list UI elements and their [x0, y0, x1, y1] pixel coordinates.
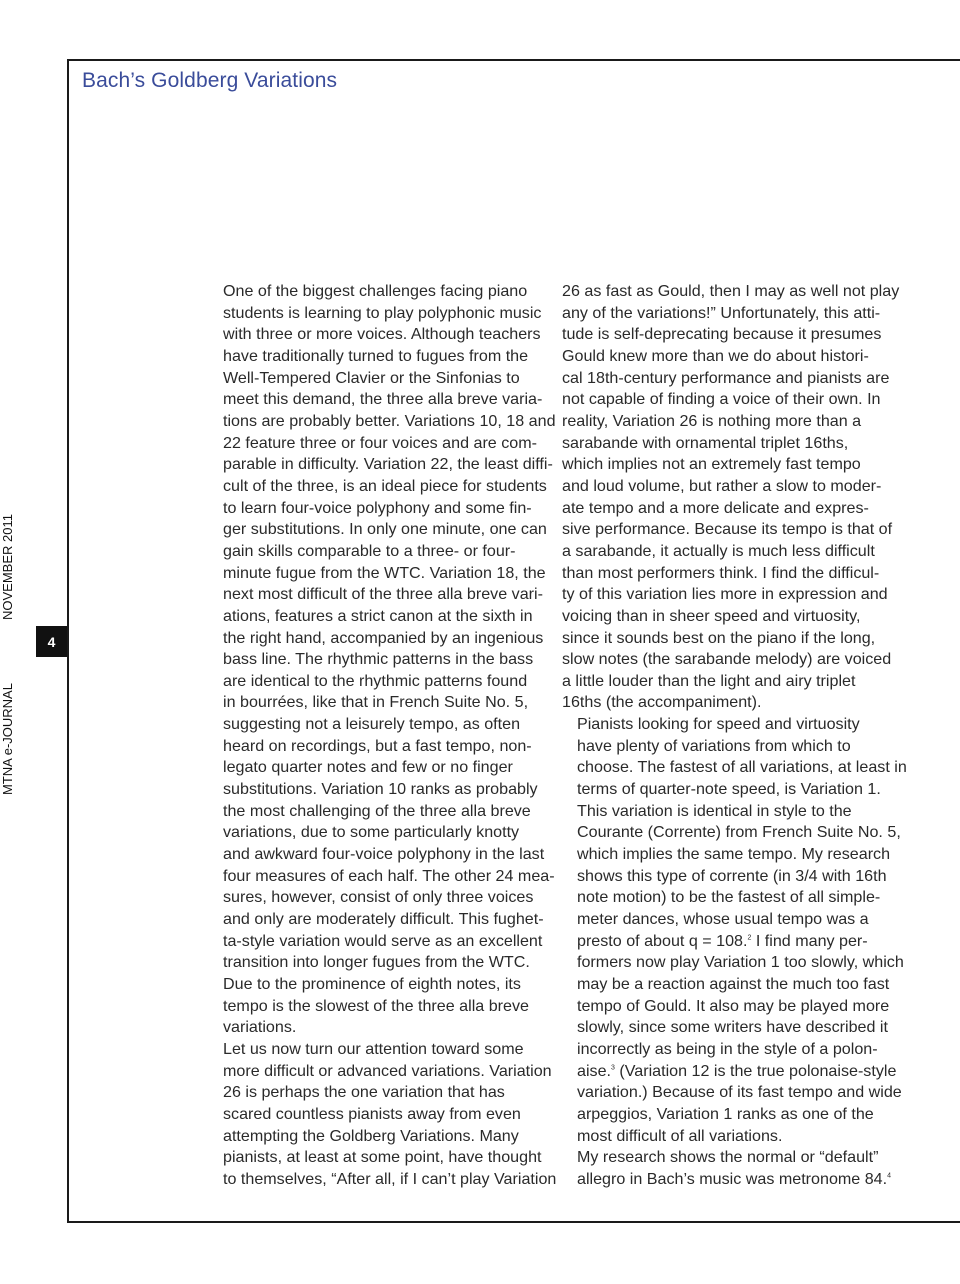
- left-column: [208, 281, 557, 1191]
- journal-name: MTNA e-JOURNAL: [0, 683, 15, 795]
- footnote-ref[interactable]: 2: [747, 934, 752, 942]
- text-line: ty of this variation lies more in expression and: [562, 585, 888, 604]
- text-line: most difficult of all variations.: [577, 1126, 783, 1145]
- footnote-ref[interactable]: 4: [887, 1172, 892, 1180]
- text-line: aise.$^3$ (Variation 12 is the true polonaise-style: [577, 1061, 897, 1080]
- paragraph-right-2: [562, 714, 907, 1147]
- text-line: have plenty of variations from which to: [577, 736, 851, 755]
- text-line: Let us now turn our attention toward some: [223, 1039, 524, 1058]
- text-line: sive performance. Because its tempo is that of: [562, 520, 893, 539]
- text-line: presto of about q = 108.$^2$ I find many per-: [577, 931, 868, 950]
- text-line: legato quarter notes and few or no finger: [223, 758, 513, 777]
- text-line: with three or more voices. Although teachers: [223, 325, 541, 344]
- paragraph-left-1: [208, 281, 556, 1039]
- text-line: heard on recordings, but a fast tempo, non-: [223, 736, 532, 755]
- text-line: reality, Variation 26 is nothing more than a: [562, 411, 862, 430]
- text-line: 26 as fast as Gould, then I may as well not play: [562, 282, 900, 300]
- text-line: formers now play Variation 1 too slowly, which: [577, 953, 904, 972]
- text-line: have traditionally turned to fugues from the: [223, 346, 529, 365]
- text-line: sures, however, consist of only three voices: [223, 888, 534, 907]
- text-line: next most difficult of the three alla breve vari-: [223, 585, 543, 604]
- issue-date: NOVEMBER 2011: [0, 514, 15, 620]
- text-line: arpeggios, Variation 1 ranks as one of the: [577, 1104, 874, 1123]
- text-line: variations, due to some particularly knotty: [223, 823, 520, 842]
- text-line: Well-Tempered Clavier or the Sinfonias to: [223, 368, 520, 387]
- text-line: ta-style variation would serve as an excellent: [223, 931, 543, 950]
- text-line: This variation is identical in style to the: [577, 801, 852, 820]
- text-line: pianists, at least at some point, have thought: [223, 1148, 542, 1167]
- text-line: students is learning to play polyphonic music: [223, 303, 542, 322]
- text-line: Courante (Corrente) from French Suite No. 5,: [577, 823, 901, 842]
- page-number: 4: [36, 626, 67, 657]
- text-line: which implies not an extremely fast tempo: [562, 455, 861, 474]
- text-line: terms of quarter-note speed, is Variation 1.: [577, 780, 881, 799]
- running-head-title: Bach’s Goldberg Variations: [82, 69, 338, 92]
- footnote-ref[interactable]: 3: [611, 1064, 615, 1072]
- paragraph-left-2: [208, 1039, 557, 1191]
- text-line: to learn four-voice polyphony and some fin-: [223, 498, 532, 517]
- text-line: My research shows the normal or “default”: [577, 1148, 879, 1167]
- text-line: sarabande with ornamental triplet 16ths,: [562, 433, 849, 452]
- text-line: slow notes (the sarabande melody) are voiced: [562, 650, 892, 669]
- text-line: four measures of each half. The other 24 mea-: [223, 866, 555, 885]
- text-line: slowly, since some writers have described it: [577, 1018, 888, 1037]
- text-line: not capable of finding a voice of their own. In: [562, 390, 881, 409]
- text-line: meet this demand, the three alla breve varia-: [223, 390, 543, 409]
- text-line: gain skills comparable to a three- or four-: [223, 541, 516, 560]
- text-line: tempo of Gould. It also may be played more: [577, 996, 890, 1015]
- text-line: voicing than in sheer speed and virtuosity,: [562, 606, 861, 625]
- text-line: 22 feature three or four voices and are com-: [223, 433, 537, 452]
- text-line: shows this type of corrente (in 3/4 with 16th: [577, 866, 887, 885]
- text-line: to themselves, “After all, if I can’t play Variation: [223, 1169, 557, 1188]
- text-line: the most challenging of the three alla breve: [223, 801, 531, 820]
- text-line: a sarabande, it actually is much less difficult: [562, 541, 875, 560]
- text-line: more difficult or advanced variations. Variation: [223, 1061, 552, 1080]
- text-line: the right hand, accompanied by an ingenious: [223, 628, 544, 647]
- text-line: Gould knew more than we do about histori-: [562, 346, 869, 365]
- text-line: ations, features a strict canon at the sixth in: [223, 606, 533, 625]
- text-line: incorrectly as being in the style of a polon-: [577, 1039, 878, 1058]
- text-line: variations.: [223, 1018, 297, 1037]
- text-line: note motion) to be the fastest of all simple-: [577, 888, 881, 907]
- text-line: and loud volume, but rather a slow to moder-: [562, 476, 882, 495]
- text-line: bass line. The rhythmic patterns in the bass: [223, 650, 534, 669]
- text-line: attempting the Goldberg Variations. Many: [223, 1126, 519, 1145]
- text-line: minute fugue from the WTC. Variation 18, the: [223, 563, 546, 582]
- text-line: may be a reaction against the much too fast: [577, 975, 890, 993]
- text-line: tions are probably better. Variations 10, 18 and: [223, 411, 556, 430]
- text-line: and only are moderately difficult. This fughet-: [223, 910, 544, 929]
- text-line: tude is self-deprecating because it presumes: [562, 325, 882, 344]
- text-line: since it sounds best on the piano if the long,: [562, 628, 876, 647]
- text-line: tempo is the slowest of the three alla breve: [223, 996, 529, 1015]
- text-line: ate tempo and a more delicate and expres-: [562, 498, 869, 517]
- text-line: One of the biggest challenges facing piano: [223, 282, 528, 300]
- text-line: allegro in Bach’s music was metronome 84.$^4$: [577, 1169, 892, 1188]
- text-line: in bourrées, like that in French Suite No. 5,: [223, 693, 529, 712]
- text-line: suggesting not a leisurely tempo, as often: [223, 715, 521, 734]
- text-line: 16ths (the accompaniment).: [562, 693, 762, 712]
- text-line: cult of the three, is an ideal piece for students: [223, 476, 547, 495]
- text-line: which implies the same tempo. My research: [577, 845, 891, 864]
- text-line: substitutions. Variation 10 ranks as probably: [223, 780, 538, 799]
- text-line: ger substitutions. In only one minute, one can: [223, 520, 547, 539]
- paragraph-right-3: [562, 1147, 898, 1190]
- text-line: meter dances, whose usual tempo was a: [577, 910, 869, 929]
- text-line: Pianists looking for speed and virtuosity: [577, 715, 860, 734]
- text-line: cal 18th-century performance and pianists are: [562, 368, 890, 387]
- text-line: 26 is perhaps the one variation that has: [223, 1083, 505, 1102]
- text-line: choose. The fastest of all variations, at least in: [577, 758, 907, 777]
- text-line: a little louder than the light and airy triplet: [562, 671, 856, 690]
- text-line: than most performers think. I find the difficul-: [562, 563, 880, 582]
- text-line: Due to the prominence of eighth notes, its: [223, 975, 521, 993]
- text-line: any of the variations!” Unfortunately, this atti-: [562, 303, 881, 322]
- right-column: [562, 281, 907, 1191]
- text-line: parable in difficulty. Variation 22, the least diffi-: [223, 455, 553, 474]
- text-line: transition into longer fugues from the WTC.: [223, 953, 530, 972]
- text-line: scared countless pianists away from even: [223, 1104, 521, 1123]
- text-line: and awkward four-voice polyphony in the last: [223, 845, 545, 864]
- paragraph-right-1: [562, 281, 898, 714]
- text-line: variation.) Because of its fast tempo and wide: [577, 1083, 902, 1102]
- text-line: are identical to the rhythmic patterns found: [223, 671, 528, 690]
